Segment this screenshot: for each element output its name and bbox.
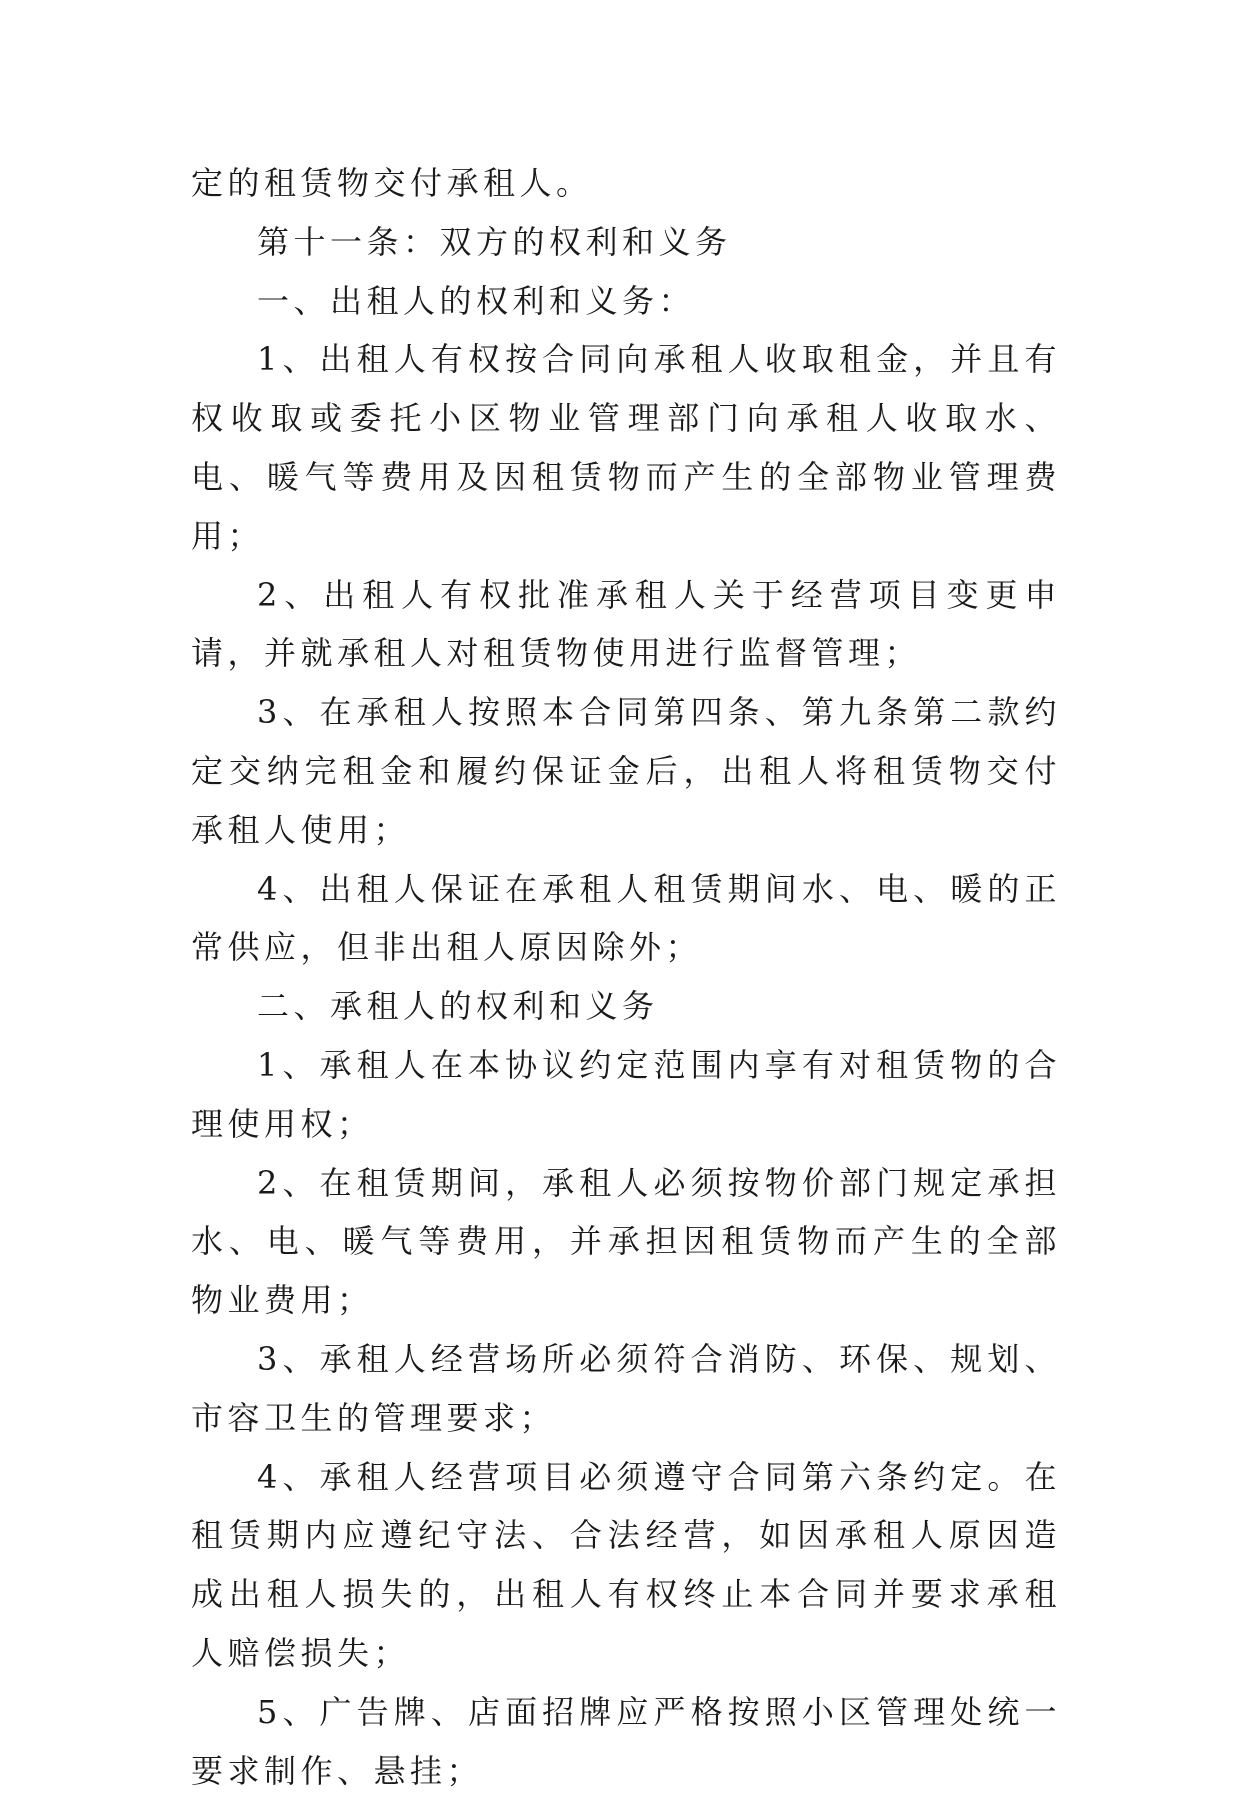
section-heading-lessee: 二、承租人的权利和义务 bbox=[257, 987, 659, 1026]
lessee-clause-5: 5、广告牌、店面招牌应严格按照小区管理处统一要求制作、悬挂； bbox=[191, 1692, 1061, 1790]
lessor-clause-2: 2、出租人有权批准承租人关于经营项目变更申请，并就承租人对租赁物使用进行监督管理； bbox=[191, 575, 1061, 673]
document-body bbox=[191, 154, 1061, 1800]
paragraph-continuation: 定的租赁物交付承租人。 bbox=[191, 164, 593, 202]
lessee-clause-3: 3、承租人经营场所必须符合消防、环保、规划、市容卫生的管理要求； bbox=[191, 1339, 1061, 1437]
lessor-clause-3: 3、在承租人按照本合同第四条、第九条第二款约定交纳完租金和履约保证金后，出租人将租赁物交付承租人使用； bbox=[191, 693, 1061, 849]
lessee-clause-4: 4、承租人经营项目必须遵守合同第六条约定。在租赁期内应遵纪守法、合法经营，如因承租人原因造成出租人损失的，出租人有权终止本合同并要求承租人赔偿损失； bbox=[191, 1457, 1061, 1672]
lessee-clause-2: 2、在租赁期间，承租人必须按物价部门规定承担水、电、暖气等费用，并承担因租赁物而产生的全部物业费用； bbox=[191, 1163, 1061, 1320]
article-heading: 第十一条：双方的权利和义务 bbox=[257, 222, 732, 261]
lessee-clause-1: 1、承租人在本协议约定范围内享有对租赁物的合理使用权； bbox=[191, 1045, 1061, 1143]
section-heading-lessor: 一、出租人的权利和义务： bbox=[257, 281, 696, 320]
lessor-clause-4: 4、出租人保证在承租人租赁期间水、电、暖的正常供应，但非出租人原因除外； bbox=[191, 869, 1061, 967]
lessor-clause-1: 1、出租人有权按合同向承租人收取租金，并且有权收取或委托小区物业管理部门向承租人收取水、电、暖气等费用及因租赁物而产生的全部物业管理费用； bbox=[191, 340, 1061, 555]
